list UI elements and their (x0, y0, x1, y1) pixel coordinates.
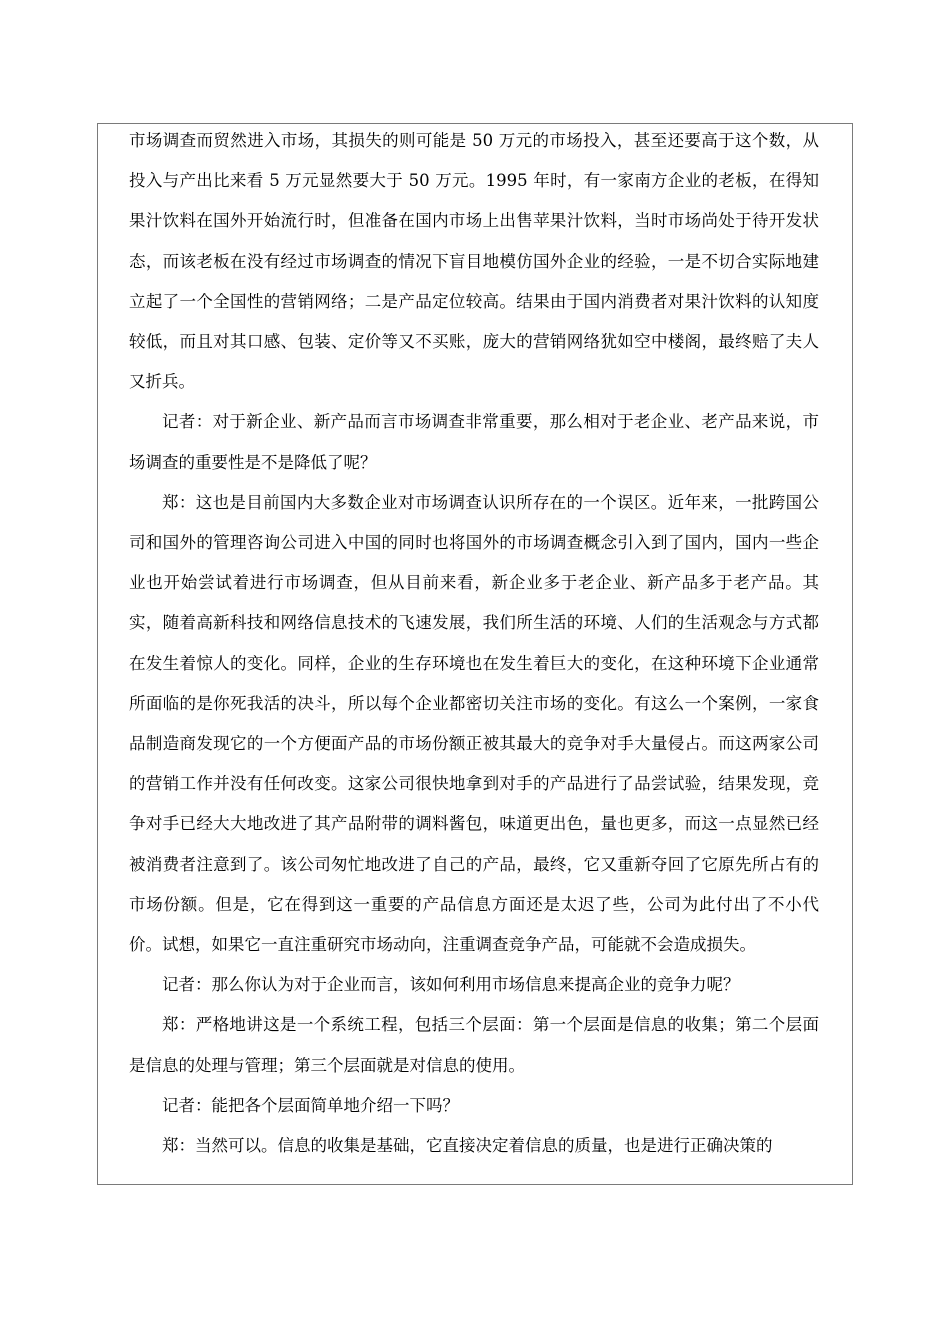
paragraph-6: 记者：能把各个层面简单地介绍一下吗？ (162, 1095, 459, 1115)
paragraph-5: 郑：严格地讲这是一个系统工程，包括三个层面：第一个层面是信息的收集；第二个层面是信息的处理与管理；第三个层面就是对信息的使用。 (129, 1015, 819, 1075)
paragraph-7: 郑：当然可以。信息的收集是基础，它直接决定着信息的质量，也是进行正确决策的 (162, 1136, 773, 1156)
paragraph-3: 郑：这也是目前国内大多数企业对市场调查认识所存在的一个误区。近年来，一批跨国公司和国外的管理咨询公司进入中国的同时也将国外的市场调查概念引入到了国内，国内一些企业也开始尝试着进行市场调查，但从目前来看，新企业多于老企业、新产品多于老产品。其实，随着高新科技和网络信息技术的飞速发展，我们所生活的环境、人们的生活观念与方式都在发生着惊人的变化。同样，企业的生存环境也在发生着巨大的变化，在这种环境下企业通常所面临的是你死我活的决斗，所以每个企业都密切关注市场的变化。有这么一个案例，一家食品制造商发现它的一个方便面产品的市场份额正被其最大的竞争对手大量侵占。而这两家公司的营销工作并没有任何改变。这家公司很快地拿到对手的产品进行了品尝试验，结果发现，竞争对手已经大大地改进了其产品附带的调料酱包，味道更出色，量也更多，而这一点显然已经被消费者注意到了。该公司匆忙地改进了自己的产品，最终，它又重新夺回了它原先所占有的市场份额。但是，它在得到这一重要的产品信息方面还是太迟了些，公司为此付出了不小代价。试想，如果它一直注重研究市场动向，注重调查竞争产品，可能就不会造成损失。 (129, 492, 819, 955)
paragraph-4: 记者：那么你认为对于企业而言，该如何利用市场信息来提高企业的竞争力呢？ (162, 975, 740, 995)
document-body (129, 124, 819, 1166)
paragraph-2: 记者：对于新企业、新产品而言市场调查非常重要，那么相对于老企业、老产品来说，市场调查的重要性是不是降低了呢？ (129, 412, 819, 472)
paragraph-1: 市场调查而贸然进入市场，其损失的则可能是 50 万元的市场投入，甚至还要高于这个数，从投入与产出比来看 5 万元显然要大于 50 万元。1995 年时，有一家南方企业的老板，在得知果汁饮料在国外开始流行时，但准备在国内市场上出售苹果汁饮料，当时市场尚处于待开发状态，而该老板在没有经过市场调查的情况下盲目地模仿国外企业的经验，一是不切合实际地建立起了一个全国性的营销网络；二是产品定位较高。结果由于国内消费者对果汁饮料的认知度较低，而且对其口感、包装、定价等又不买账，庞大的营销网络犹如空中楼阁，最终赔了夫人又折兵。 (129, 131, 819, 392)
document-page-frame (97, 123, 853, 1185)
